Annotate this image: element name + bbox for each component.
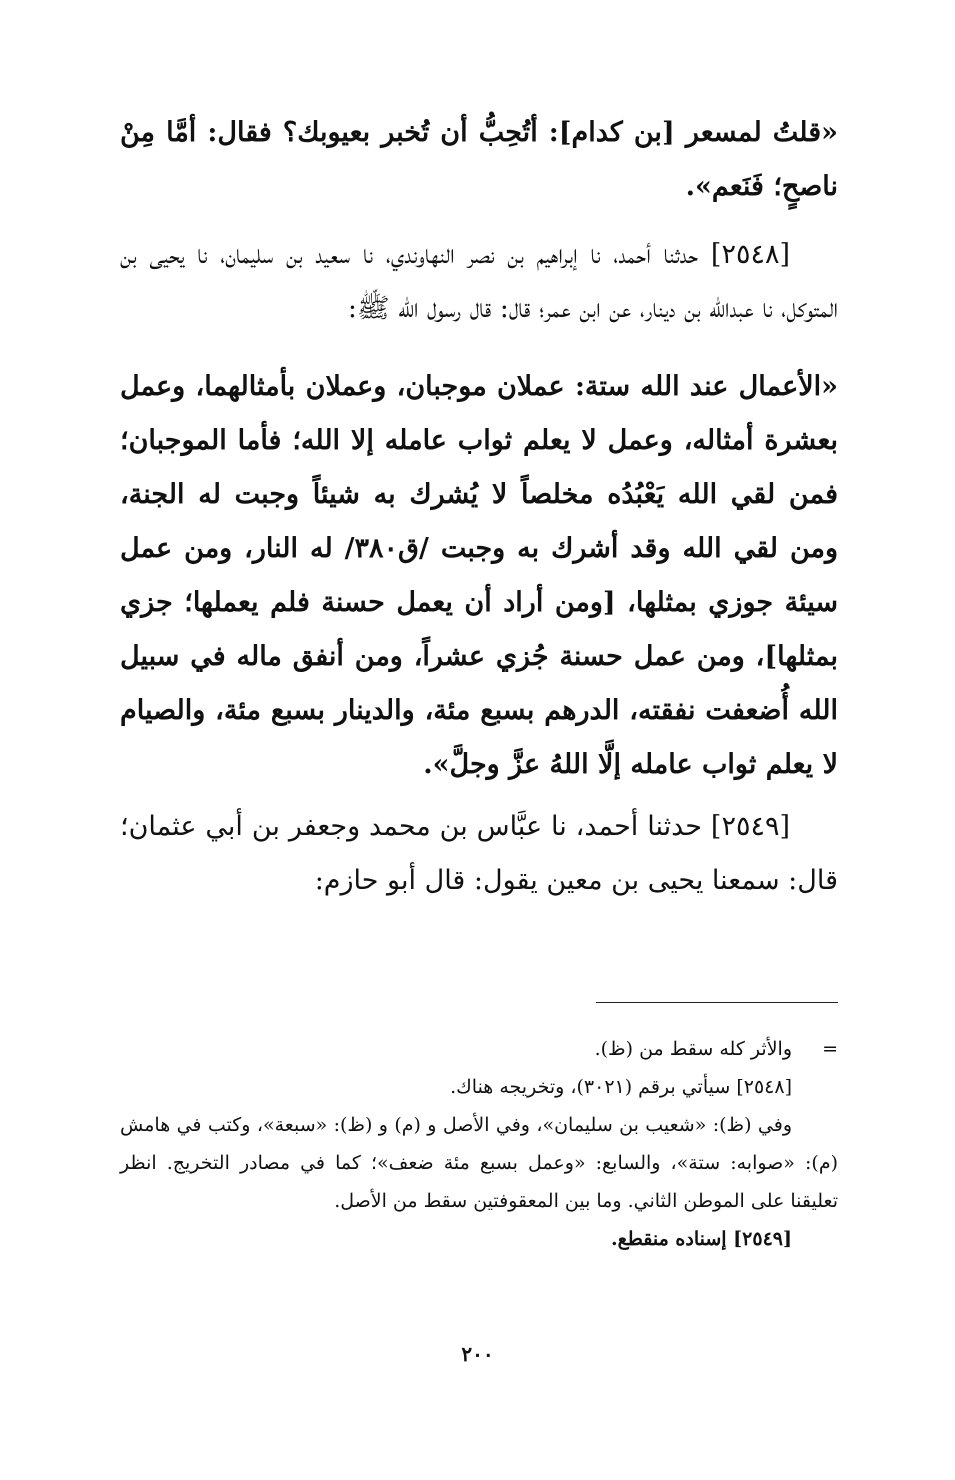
continuation-mark: =: [822, 1038, 838, 1060]
footnote-variants: وفي (ظ): «شعيب بن سليمان»، وفي الأصل و (م) و (ظ): «سبعة»، وكتب في هامش (م): «صوابه: ستة»، والسابع: «وعمل بسبع مئة ضعف»؛ كما في مصادر التخريج. انظر تعليقنا على الموطن الثاني. وما بين المعقوفتين سقط من الأصل.: [120, 1114, 838, 1212]
hadith-2549-chain: [٢٥٤٩] حدثنا أحمد، نا عبَّاس بن محمد وجعفر بن أبي عثمان؛ قال: سمعنا يحيى بن معين يقول: قال أبو حازم:: [120, 811, 838, 896]
footnote-continuation: [120, 1030, 838, 1068]
continuation-text: والأثر كله سقط من (ظ).: [594, 1038, 792, 1060]
hadith-2548-chain: [٢٥٤٨] حدثنا أحمد، نا إبراهيم بن نصر النهاوندي، نا سعيد بن سليمان، نا يحيى بن المتوكل، نا عبدالله بن دينار، عن ابن عمر؛ قال: قال رسول الله ﷺ:: [120, 239, 838, 324]
footnote-2548: [٢٥٤٨] سيأتي برقم (٣٠٢١)، وتخريجه هناك.: [450, 1076, 792, 1098]
footnotes: [120, 1030, 838, 1258]
footnote-2549: [٢٥٤٩] إسناده منقطع.: [610, 1228, 792, 1250]
main-text: [120, 106, 838, 908]
page-number: ٢٠٠: [461, 1342, 494, 1366]
footnote-divider: [596, 1002, 838, 1003]
hadith-2548-text: «الأعمال عند الله ستة: عملان موجبان، وعملان بأمثالهما، وعمل بعشرة أمثاله، وعمل لا يعلم ثواب عامله إلا الله؛ فأما الموجبان؛ فمن لقي الله يَعْبُدُه مخلصاً لا يُشرك به شيئاً وجبت له الجنة، ومن لقي الله وقد أشرك به وجبت /ق٣٨٠/ له النار، ومن عمل سيئة جوزي بمثلها، [ومن أراد أن يعمل حسنة فلم يعملها؛ جزي بمثلها]، ومن عمل حسنة جُزي عشراً، ومن أنفق ماله في سبيل الله أُضعفت نفقته، الدرهم بسبع مئة، والدينار بسبع مئة، والصيام لا يعلم ثواب عامله إلَّا اللهُ عزَّ وجلَّ».: [120, 371, 839, 780]
quote-paragraph-1: «قلتُ لمسعر [بن كدام]: أتُحِبُّ أن تُخبر بعيوبك؟ فقال: أمَّا مِنْ ناصحٍ؛ فَنَعم».: [120, 117, 838, 202]
